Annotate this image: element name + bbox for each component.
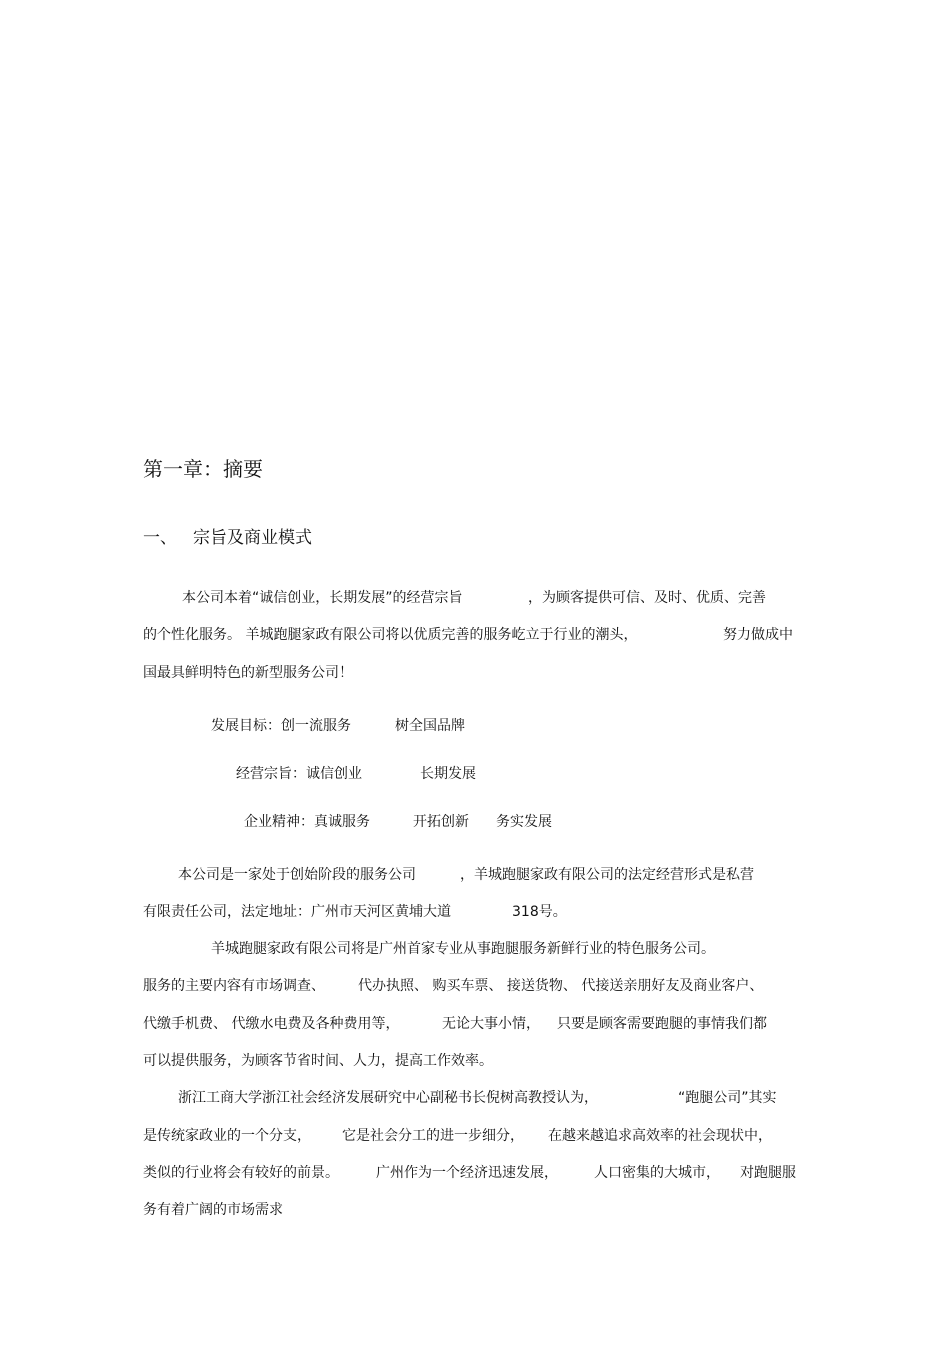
para4-text: 是传统家政业的一个分支， xyxy=(143,1128,311,1144)
para4-text: 浙江工商大学浙江社会经济发展研究中心副秘书长倪树高教授认为， xyxy=(178,1090,598,1106)
para1-text: 国最具鲜明特色的新型服务公司！ xyxy=(143,665,353,681)
para3-text: 只要是顾客需要跑腿的事情我们都 xyxy=(557,1016,767,1032)
para1-text: 本公司本着“诚信创业，长期发展”的经营宗旨 xyxy=(182,590,463,606)
para4-text: “跑腿公司”其实 xyxy=(678,1090,777,1106)
goal-label: 企业精神：真诚服务 xyxy=(244,814,370,830)
para2-text: 有限责任公司，法定地址：广州市天河区黄埔大道 xyxy=(143,904,451,920)
goal-value: 树全国品牌 xyxy=(395,718,465,734)
para2-text: 本公司是一家处于创始阶段的服务公司 xyxy=(178,867,416,883)
para4-text: 它是社会分工的进一步细分， xyxy=(342,1128,524,1144)
para3-text: 代办执照、 购买车票、 接送货物、 代接送亲朋好友及商业客户、 xyxy=(358,978,764,994)
para3-text: 无论大事小情， xyxy=(442,1016,540,1032)
para1-text: ，为顾客提供可信、及时、优质、完善 xyxy=(528,590,766,606)
para3-text: 可以提供服务，为顾客节省时间、人力，提高工作效率。 xyxy=(143,1053,493,1069)
para4-text: 类似的行业将会有较好的前景。 xyxy=(143,1165,339,1181)
para3-text: 代缴手机费、 代缴水电费及各种费用等， xyxy=(143,1016,400,1032)
section-number: 一、 xyxy=(143,528,177,548)
para4-text: 在越来越追求高效率的社会现状中， xyxy=(548,1128,772,1144)
para2-text: 318号。 xyxy=(512,904,567,920)
goal-value: 开拓创新 xyxy=(413,814,469,830)
para1-text: 努力做成中 xyxy=(723,627,793,643)
goal-label: 经营宗旨：诚信创业 xyxy=(236,766,362,782)
chapter-title: 第一章：摘要 xyxy=(143,457,263,481)
para4-text: 广州作为一个经济迅速发展， xyxy=(376,1165,558,1181)
para3-text: 羊城跑腿家政有限公司将是广州首家专业从事跑腿服务新鲜行业的特色服务公司。 xyxy=(211,941,715,957)
goal-value: 务实发展 xyxy=(496,814,552,830)
para4-text: 对跑腿服 xyxy=(740,1165,796,1181)
para2-text: ，羊城跑腿家政有限公司的法定经营形式是私营 xyxy=(460,867,754,883)
para4-text: 务有着广阔的市场需求 xyxy=(143,1202,283,1218)
para4-text: 人口密集的大城市， xyxy=(594,1165,720,1181)
section-title: 宗旨及商业模式 xyxy=(193,528,312,548)
goal-label: 发展目标：创一流服务 xyxy=(211,718,351,734)
para1-text: 的个性化服务。 羊城跑腿家政有限公司将以优质完善的服务屹立于行业的潮头， xyxy=(143,627,638,643)
goal-value: 长期发展 xyxy=(420,766,476,782)
para3-text: 服务的主要内容有市场调查、 xyxy=(143,978,325,994)
